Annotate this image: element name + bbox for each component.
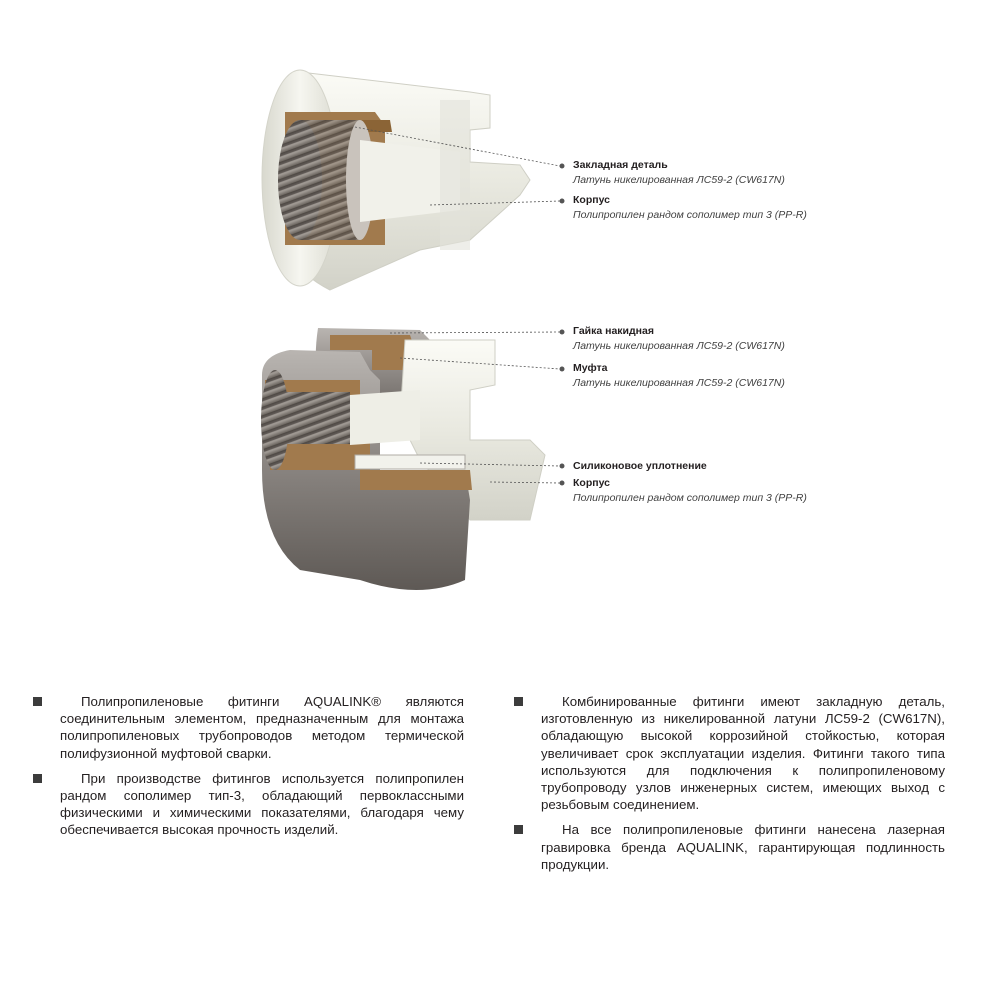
callout-material: Полипропилен рандом сополимер тип 3 (PP-R) — [573, 492, 807, 504]
paragraph — [541, 821, 945, 873]
paragraph-text: Полипропиленовые фитинги AQUALINK® являются соединительным элементом, предназначенным для монтажа полипропиленовых трубопроводов методом термической полифузионной муфтовой сварки. — [60, 694, 464, 761]
bullet-square-icon — [33, 697, 42, 706]
callout-material: Полипропилен рандом сополимер тип 3 (PP-R) — [573, 209, 807, 221]
callout-name: Корпус — [573, 477, 610, 489]
paragraph-text: При производстве фитингов используется полипропилен рандом сополимер тип-3, обладающий первоклассными физическими и химическими показателями, благодаря чему обеспечивается высокая прочность изделий. — [60, 770, 464, 838]
text-column-left — [60, 693, 464, 847]
silicone-seal — [355, 455, 465, 469]
bullet-square-icon — [514, 825, 523, 834]
callout-name: Закладная деталь — [573, 159, 668, 171]
callout-material: Латунь никелированная ЛС59-2 (CW617N) — [573, 377, 785, 389]
callout-union-nut — [573, 324, 903, 354]
callout-name: Силиконовое уплотнение — [573, 460, 707, 472]
callout-body-2 — [573, 476, 903, 506]
callout-coupling — [573, 361, 903, 391]
bullet-square-icon — [514, 697, 523, 706]
fitting-bottom — [261, 328, 565, 590]
paragraph — [541, 693, 945, 813]
callout-body — [573, 193, 903, 223]
callout-seal — [573, 459, 903, 474]
paragraph — [60, 693, 464, 762]
paragraph-text: На все полипропиленовые фитинги нанесена лазерная гравировка бренда AQUALINK, гарантирующая подлинность продукции. — [541, 822, 945, 872]
callout-name: Корпус — [573, 194, 610, 206]
fitting-top — [262, 70, 565, 290]
callout-insert — [573, 158, 903, 188]
callout-material: Латунь никелированная ЛС59-2 (CW617N) — [573, 340, 785, 352]
paragraph — [60, 770, 464, 839]
callout-material: Латунь никелированная ЛС59-2 (CW617N) — [573, 174, 785, 186]
paragraph-text: Комбинированные фитинги имеют закладную деталь, изготовленную из никелированной латуни ЛС59-2 (CW617N), обладающую высокой коррозийной стойкостью, которая увеличивает срок эксплуатации изделия. Фитинги такого типа используются для подключения к полипропиленовому трубопроводу узлов инженерных систем, имеющих выход с резьбовым соединением. — [541, 694, 945, 813]
callout-name: Гайка накидная — [573, 325, 654, 337]
callout-name: Муфта — [573, 362, 608, 374]
text-column-right — [541, 693, 945, 881]
bullet-square-icon — [33, 774, 42, 783]
